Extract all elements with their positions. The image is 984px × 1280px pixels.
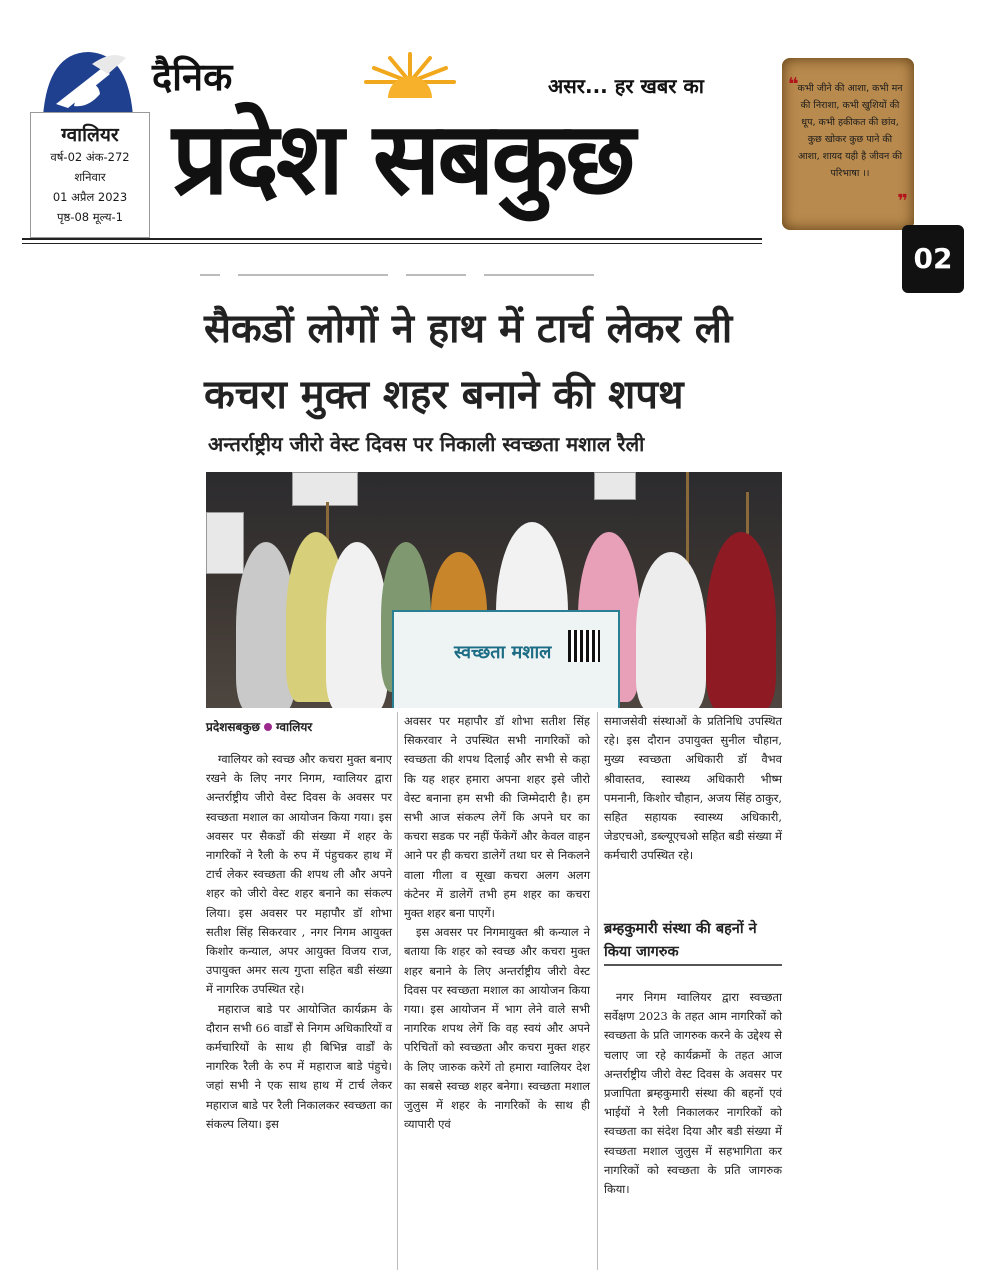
quote-open-icon: ❝ — [788, 74, 799, 95]
paragraph: नगर निगम ग्वालियर द्वारा स्वच्छता सर्वेक्षण 2023 के तहत आम नागरिकों को स्वच्छता के प्रति जागरुक करने के उद्देश्य से चलाए जा रहे कार्यक्रमों के तहत आज अन्तर्राष्ट्रीय जीरो वेस्ट दिवस के अवसर पर प्रजापिता ब्रम्हकुमारी संस्था की बहनों एवं भाईयों ने रैली निकालकर नागरिकों को स्वच्छता का संदेश दिया और बडी संख्या में स्वच्छता मशाल जुलुस में सहभागिता कर नागरिकों को स्वच्छता के प्रति जागरुक किया। — [604, 990, 782, 1197]
dainik-label: दैनिक — [152, 55, 233, 99]
paragraph: ग्वालियर को स्वच्छ और कचरा मुक्त बनाए रखने के लिए नगर निगम, ग्वालियर द्वारा अन्तर्राष्ट्रीय जीरो वेस्ट दिवस के अवसर पर स्वच्छता मशाल का आयोजन किया गया। इस अवसर पर सैकडों की संख्या में शहर के नागरिकों ने रैली के रुप में पंहुचकर हाथ में टार्च लेकर स्वच्छता की शपथ ली और अपने शहर को जीरो वेस्ट शहर बनाने का संकल्प लिया। इस अवसर पर महापौर डॉ शोभा सतीश सिंह सिकरवार , नगर निगम आयुक्त किशोर कन्याल, अपर आयुक्त विजय राज, उपायुक्त अमर सत्य गुप्ता सहित बडी संख्या में नागरिक उपस्थित रहे। — [206, 752, 392, 997]
quote-scroll — [782, 58, 914, 230]
placard — [292, 472, 358, 506]
edition-date: 01 अप्रैल 2023 — [52, 190, 128, 204]
article-column-3-continued — [604, 988, 782, 1199]
page-number-badge: 02 — [902, 225, 964, 293]
person — [326, 542, 388, 708]
quote-text: कभी जीने की आशा, कभी मन की निराशा, कभी खुशियों की धूप, कभी हकीकत की छांव, कुछ खोकर कुछ पाने की आशा, शायद यही है जीवन की परिभाषा ।। — [797, 83, 903, 179]
bullet-dot-icon — [264, 723, 272, 731]
newspaper-title: प्रदेश सबकुछ — [172, 100, 633, 217]
article-column-2 — [404, 712, 590, 1134]
placard — [206, 512, 244, 574]
column-subheading: ब्रम्हकुमारी संस्था की बहनों ने किया जागरुक — [604, 918, 782, 966]
edition-box — [30, 112, 150, 238]
headline-line-2: कचरा मुक्त शहर बनाने की शपथ — [204, 372, 684, 418]
paragraph: महाराज बाडे पर आयोजित कार्यक्रम के दौरान सभी 66 वार्डों से निगम अधिकारियों व कर्मचारियों के साथ ही बिभिन्न वार्डों के नागरिक रैली के रुप में महाराज बाडे पंहुचे। जहां सभी ने एक साथ हाथ में टार्च लेकर महाराज बाडे पर रैली निकालकर स्वच्छता का संकल्प लिया। इस — [206, 1001, 392, 1131]
person — [706, 532, 776, 708]
byline — [206, 718, 312, 735]
paragraph: अवसर पर महापौर डॉ शोभा सतीश सिंह सिकरवार ने उपस्थित सभी नागरिकों को स्वच्छता की शपथ दिलाई और सभी से कहा कि यह शहर हमारा अपना शहर इसे जीरो वेस्ट बनाना हम सभी की जिम्मेदारी है। हम सभी आज संकल्प लेगें कि अपने घर का कचरा सडक पर नहीं फेंकेगें और केवल वाहन आने पर ही कचरा डालेगें तथा घर से निकलने वाला गीला व सूखा कचरा अलग अलग कंटेनर में डालेगें तभी हम शहर का कचरा मुक्त शहर बना पाएगें। — [404, 714, 590, 921]
banner-title: स्वच्छता मशाल — [454, 642, 552, 663]
qr-code-icon — [568, 630, 600, 662]
article-subheadline: अन्तर्राष्ट्रीय जीरो वेस्ट दिवस पर निकाली स्वच्छता मशाल रैली — [208, 432, 645, 456]
weekday: शनिवार — [74, 170, 106, 184]
article-headline — [204, 296, 804, 428]
byline-city: ग्वालियर — [275, 720, 313, 734]
masthead-rule-thin — [22, 243, 762, 244]
column-divider — [597, 712, 598, 1270]
rally-photo — [206, 472, 782, 708]
quote-close-icon: ❞ — [897, 191, 908, 212]
masthead-rule — [22, 238, 762, 240]
sun-icon — [360, 52, 460, 102]
paragraph: समाजसेवी संस्थाओं के प्रतिनिधि उपस्थित रहे। इस दौरान उपायुक्त सुनील चौहान, मुख्य स्वच्छता अधिकारी डॉ वैभव श्रीवास्तव, स्वास्थ्य अधिकारी भीष्म पमनानी, किशोर चौहान, अजय सिंह ठाकुर, सहित सहायक स्वास्थ्य अधिकारी, जेडएचओ, डब्ल्यूएचओ सहित बडी संख्या में कर्मचारी उपस्थित रहे। — [604, 714, 782, 863]
placard — [594, 472, 636, 500]
article-column-1 — [206, 750, 392, 1134]
tagline: असर... हर खबर का — [548, 74, 704, 98]
headline-line-1: सैकडों लोगों ने हाथ में टार्च लेकर ली — [204, 306, 733, 352]
person — [636, 552, 706, 708]
pages-price: पृष्ठ-08 मूल्य-1 — [56, 210, 123, 224]
column-divider — [397, 712, 398, 1270]
article-column-3 — [604, 712, 782, 866]
issue-number: वर्ष-02 अंक-272 — [50, 150, 130, 164]
byline-source: प्रदेशसबकुछ — [206, 720, 260, 734]
swachhta-mashal-banner — [392, 610, 620, 708]
edition-city: ग्वालियर — [61, 124, 119, 146]
newspaper-logo — [38, 48, 138, 116]
paragraph: इस अवसर पर निगमायुक्त श्री कन्याल ने बताया कि शहर को स्वच्छ और कचरा मुक्त शहर बनाने के लिए अन्तर्राष्ट्रीय जीरो वेस्ट दिवस पर स्वच्छता मशाल का आयोजन किया गया। इस आयोजन में भाग लेने वाले सभी नागरिक शपथ लेगें कि वह स्वयं और अपने परिचितों को स्वच्छता और कचरा मुक्त शहर के लिए जारुक करेगें तो हमारा ग्वालियर देश का सबसे स्वच्छ शहर बनेगा। स्वच्छता मशाल जुलुस में शहर के नागरिकों के साथ ही व्यापारी एवं — [404, 925, 590, 1132]
faded-header-strip — [200, 264, 780, 270]
